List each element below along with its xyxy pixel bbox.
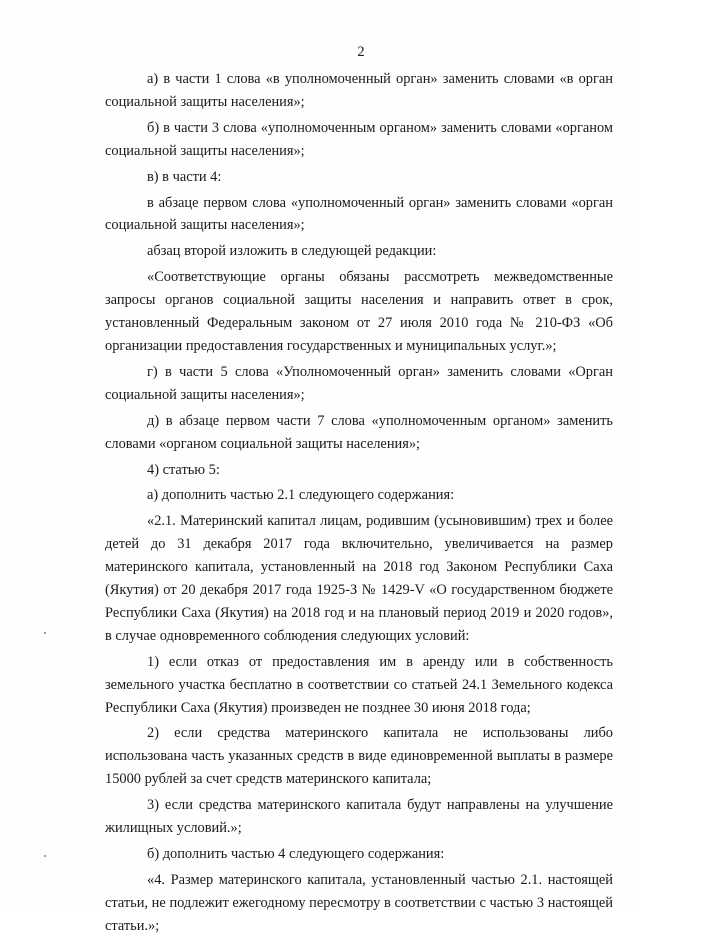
paragraph-2-1-text: «2.1. Материнский капитал лицам, родившим (усыновившим) трех и более детей до 31 декабря 2017 года включительно, увеличивается на размер материнского капитала, установленный на 2018 год Законом Республики Саха (Якутия) от 20 декабря 2017 года 1925-З № 1429-V «О государственном бюджете Республики Саха (Якутия) на 2018 год и на плановый период 2019 и 2020 годов», в случае одновременного соблюдения следующих условий: — [105, 513, 613, 644]
paragraph-v-part4: в) в части 4: — [147, 168, 222, 185]
paragraph-condition-3: 3) если средства материнского капитала будут направлены на улучшение жилищных условий.»; — [105, 797, 613, 837]
scan-mark — [44, 855, 46, 857]
paragraph-g-part5: г) в части 5 слова «Уполномоченный орган» заменить словами «Орган социальной защиты населения»; — [105, 363, 613, 403]
scan-mark — [44, 632, 46, 634]
paragraph-condition-2: 2) если средства материнского капитала не использованы либо использована часть указанных средств в виде единовременной выплаты в размере 15000 рублей за счет средств материнского капитала; — [105, 725, 613, 788]
paragraph-b-part3: б) в части 3 слова «уполномоченным органом» заменить словами «органом социальной защиты населения»; — [105, 119, 613, 159]
paragraph-quote-agencies: «Соответствующие органы обязаны рассмотреть межведомственные запросы органов социальной защиты населения и направить ответ в срок, установленный Федеральным законом от 27 июля 2010 года № 210-ФЗ «Об организации предоставления государственных и муниципальных услуг.»; — [105, 269, 613, 354]
paragraph-a-part1: а) в части 1 слова «в уполномоченный орган» заменить словами «в орган социальной защиты населения»; — [105, 71, 613, 110]
document-body — [105, 68, 613, 938]
paragraph-b-add-part4: б) дополнить частью 4 следующего содержания: — [147, 846, 445, 862]
paragraph-second-abzac: абзац второй изложить в следующей редакции: — [147, 243, 437, 260]
paragraph-part4-text: «4. Размер материнского капитала, установленный частью 2.1. настоящей статьи, не подлежит ежегодному пересмотру в соответствии с частью 3 настоящей статьи.»; — [105, 871, 613, 934]
paragraph-condition-1: 1) если отказ от предоставления им в аренду или в собственность земельного участка бесплатно в соответствии со статьей 24.1 Земельного кодекса Республики Саха (Якутия) произведен не позднее 30 июня 2018 года; — [105, 653, 613, 716]
paragraph-first-abzac: в абзаце первом слова «уполномоченный орган» заменить словами «орган социальной защиты населения»; — [105, 194, 613, 234]
paragraph-d-part7: д) в абзаце первом части 7 слова «уполномоченным органом» заменить словами «органом социальной защиты населения»; — [105, 412, 613, 452]
paragraph-article5: 4) статью 5: — [147, 461, 220, 478]
paragraph-a-add-2-1: а) дополнить частью 2.1 следующего содержания: — [147, 487, 455, 504]
page-number: 2 — [357, 44, 365, 60]
